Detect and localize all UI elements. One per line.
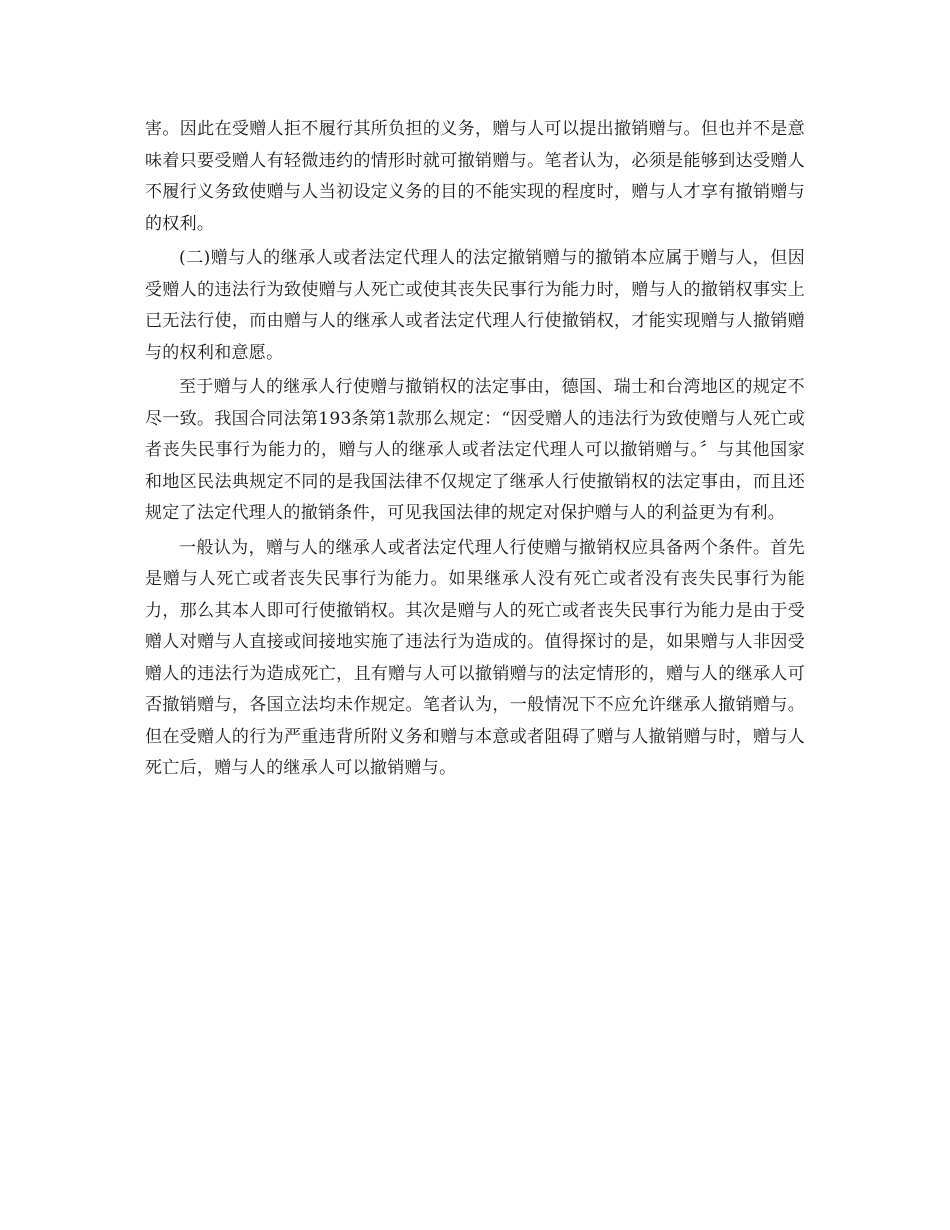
paragraph-legal-grounds: 至于赠与人的继承人行使赠与撤销权的法定事由，德国、瑞士和台湾地区的规定不尽一致。我国合同法第193条第1款那么规定：“因受赠人的违法行为致使赠与人死亡或者丧失民事行为能力的，赠与人的继承人或者法定代理人可以撤销赠与。〞与其他国家和地区民法典规定不同的是我国法律不仅规定了继承人行使撤销权的法定事由，而且还规定了法定代理人的撤销条件，可见我国法律的规定对保护赠与人的利益更为有利。 [145,377,805,523]
document-body [145,114,805,788]
paragraph-continuation: 害。因此在受赠人拒不履行其所负担的义务，赠与人可以提出撤销赠与。但也并不是意味着只要受赠人有轻微违约的情形时就可撤销赠与。笔者认为，必须是能够到达受赠人不履行义务致使赠与人当初设定义务的目的不能实现的程度时，赠与人才享有撤销赠与的权利。 [145,119,805,234]
paragraph-heir-revocation: (二)赠与人的继承人或者法定代理人的法定撤销赠与的撤销本应属于赠与人，但因受赠人的违法行为致使赠与人死亡或使其丧失民事行为能力时，赠与人的撤销权事实上已无法行使，而由赠与人的继承人或者法定代理人行使撤销权，才能实现赠与人撤销赠与的权利和意愿。 [145,248,805,363]
paragraph-conditions: 一般认为，赠与人的继承人或者法定代理人行使赠与撤销权应具备两个条件。首先是赠与人死亡或者丧失民事行为能力。如果继承人没有死亡或者没有丧失民事行为能力，那么其本人即可行使撤销权。其次是赠与人的死亡或者丧失民事行为能力是由于受赠人对赠与人直接或间接地实施了违法行为造成的。值得探讨的是，如果赠与人非因受赠人的违法行为造成死亡，且有赠与人可以撤销赠与的法定情形的，赠与人的继承人可否撤销赠与，各国立法均未作规定。笔者认为，一般情况下不应允许继承人撤销赠与。但在受赠人的行为严重违背所附义务和赠与本意或者阻碍了赠与人撤销赠与时，赠与人死亡后，赠与人的继承人可以撤销赠与。 [145,537,805,778]
